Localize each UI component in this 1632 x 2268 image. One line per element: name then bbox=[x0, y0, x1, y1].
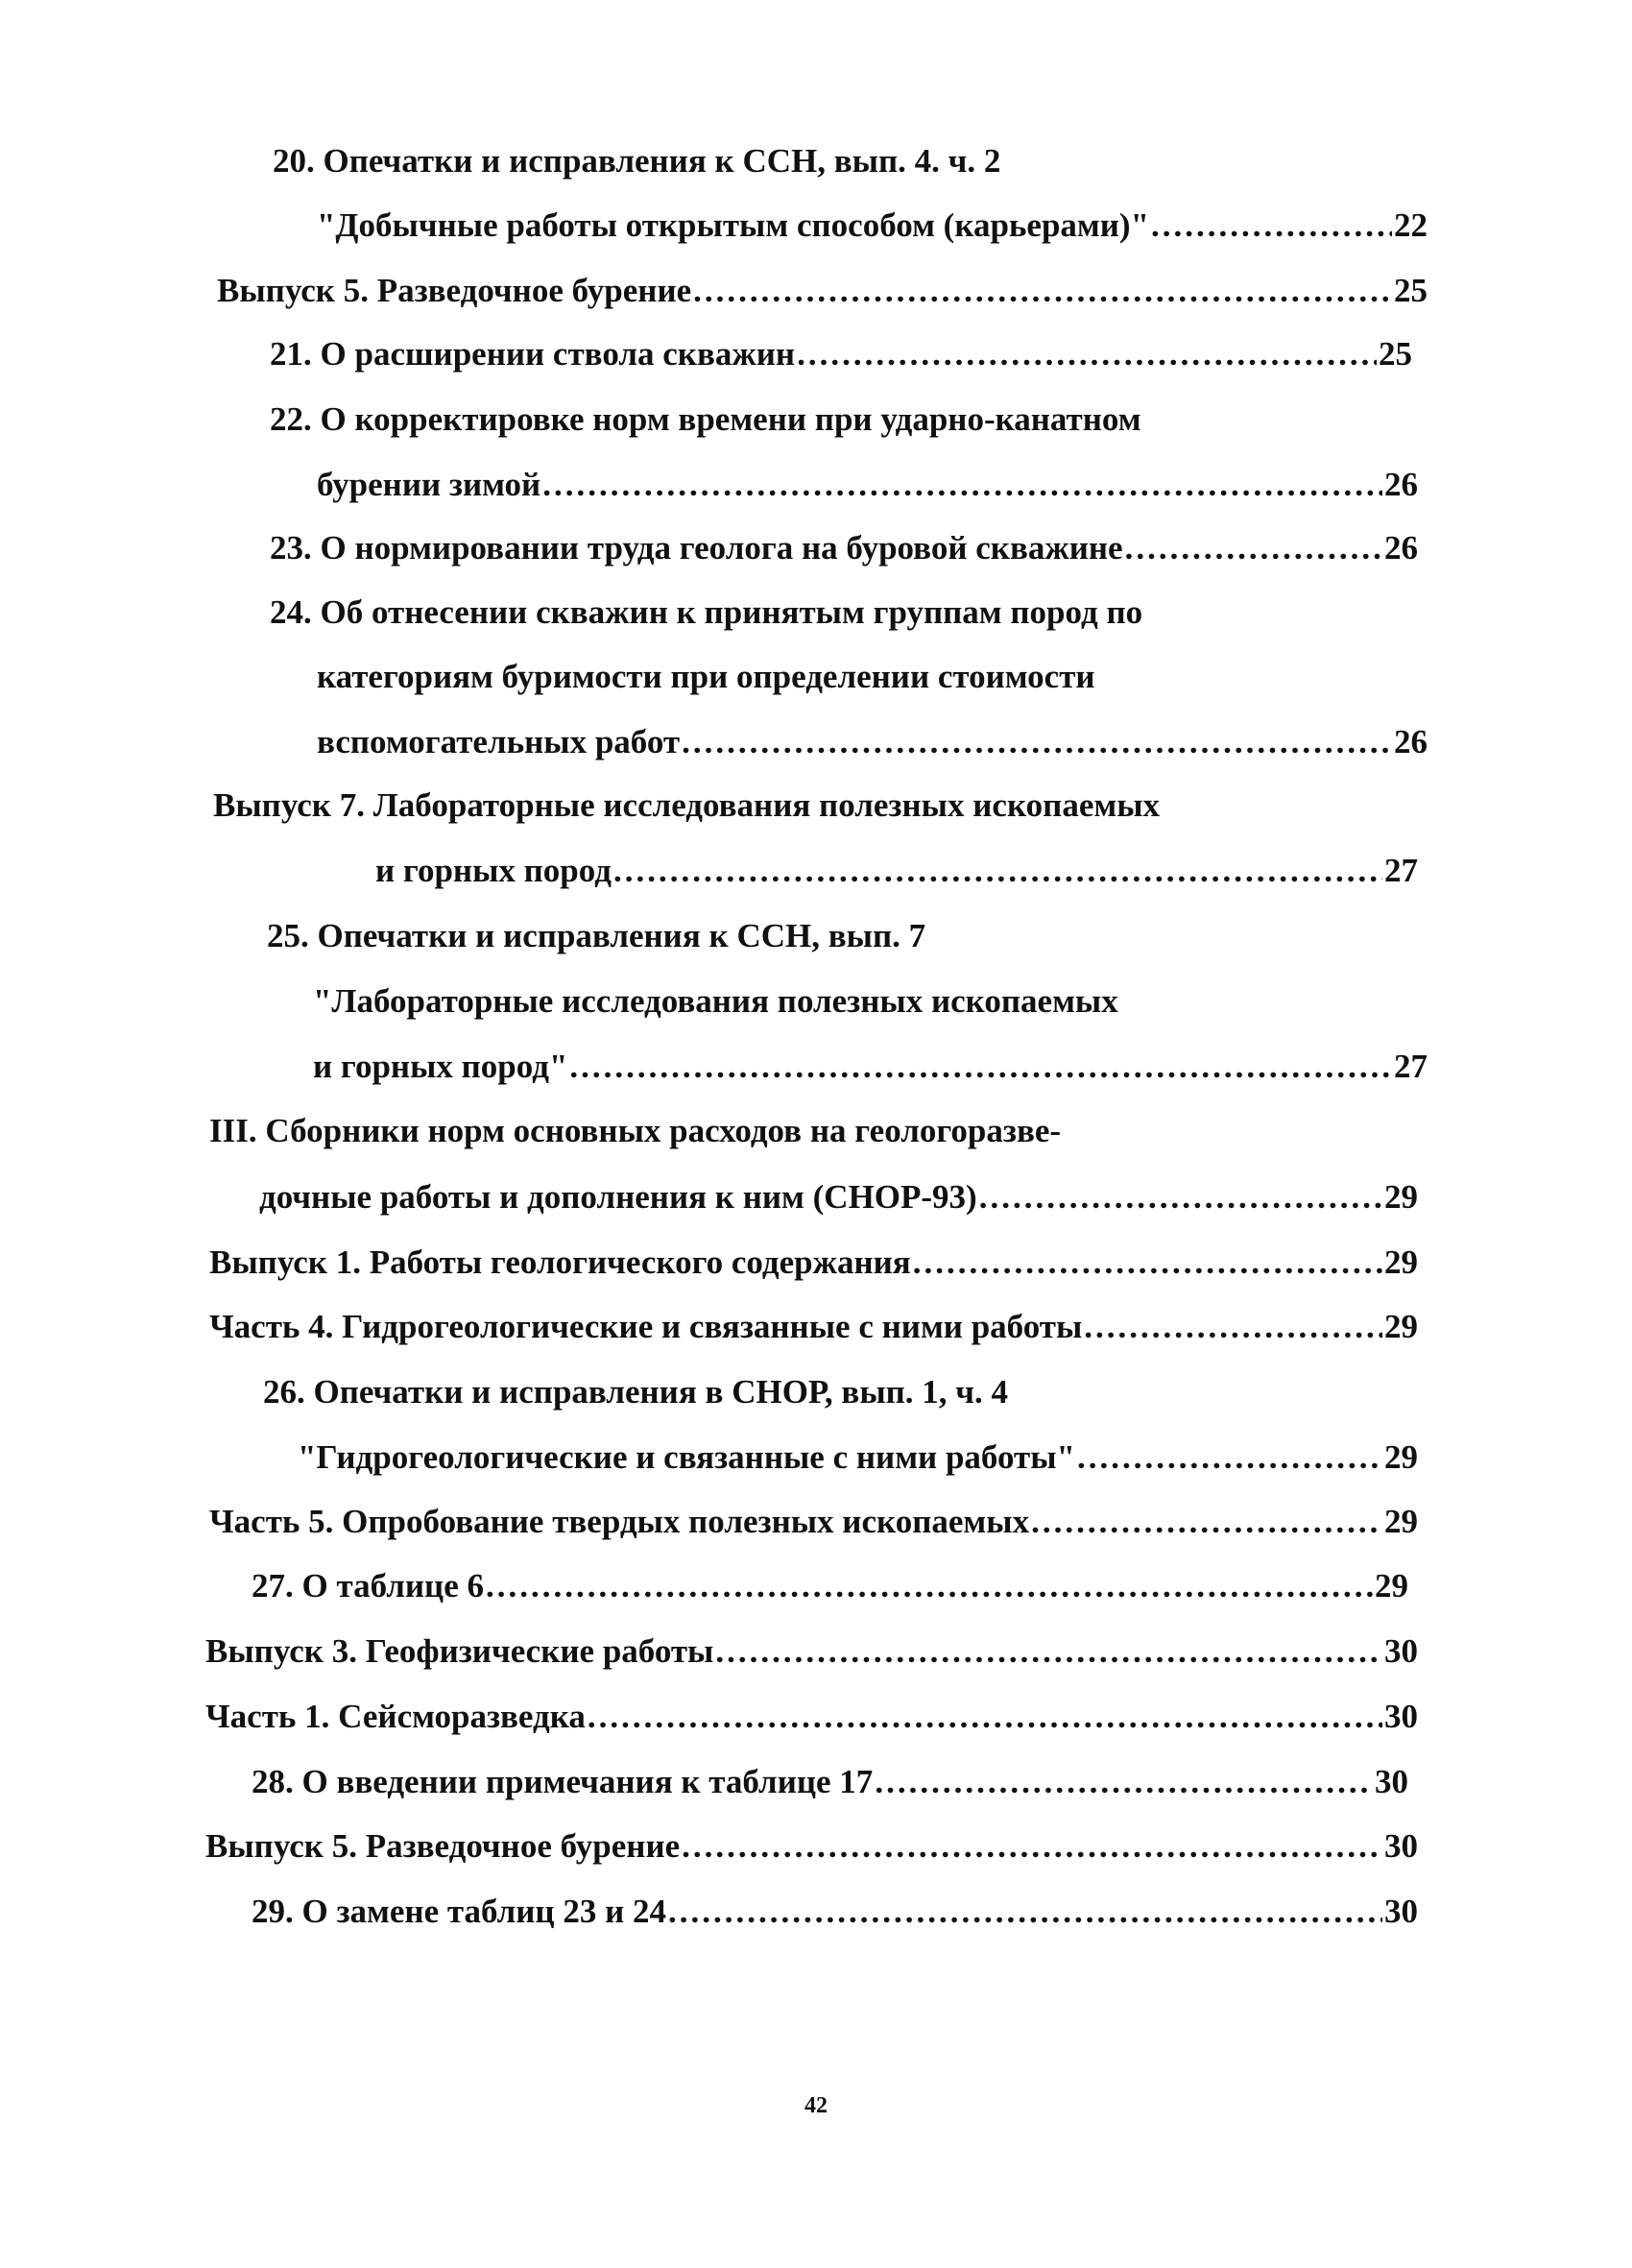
toc-entry bbox=[270, 337, 1412, 371]
toc-entry-page: 30 bbox=[1384, 1632, 1418, 1670]
toc-entry bbox=[205, 1829, 1418, 1863]
toc-entry-text: 22. О корректировке норм времени при ударно-канатном bbox=[270, 400, 1141, 438]
toc-entry-page: 26 bbox=[1384, 466, 1418, 503]
toc-entry-page: 30 bbox=[1384, 1698, 1418, 1735]
toc-entry bbox=[313, 1050, 1428, 1083]
toc-entry-text: категориям буримости при определении стоимости bbox=[317, 658, 1095, 695]
toc-entry-page: 22 bbox=[1394, 206, 1428, 244]
toc-entry-text: Выпуск 7. Лабораторные исследования полезных ископаемых bbox=[213, 786, 1161, 824]
toc-entry-text: 26. Опечатки и исправления в СНОР, вып. 1, ч. 4 bbox=[263, 1373, 1009, 1411]
dot-leader bbox=[1151, 208, 1392, 242]
toc-entry-text: 20. Опечатки и исправления к ССН, вып. 4. ч. 2 bbox=[273, 142, 1001, 180]
toc-entry bbox=[313, 984, 1118, 1018]
toc-entry-page: 29 bbox=[1384, 1503, 1418, 1540]
toc-entry-text: 29. О замене таблиц 23 и 24 bbox=[252, 1893, 666, 1930]
dot-leader bbox=[913, 1245, 1382, 1279]
toc-entry-page: 25 bbox=[1394, 272, 1428, 309]
toc-entry-page: 29 bbox=[1384, 1308, 1418, 1345]
toc-entry bbox=[317, 208, 1428, 242]
toc-entry-text: 24. Об отнесении скважин к принятым группам пород по bbox=[270, 593, 1143, 631]
toc-entry-text: 25. Опечатки и исправления к ССН, вып. 7 bbox=[267, 917, 926, 954]
toc-entry bbox=[270, 595, 1142, 629]
toc-entry bbox=[298, 1440, 1418, 1474]
toc-entry bbox=[273, 144, 1000, 178]
toc-entry-text: "Гидрогеологические и связанные с ними работы" bbox=[298, 1438, 1075, 1476]
toc-entry bbox=[205, 1634, 1418, 1668]
dot-leader bbox=[668, 1894, 1382, 1928]
toc-entry-page: 29 bbox=[1375, 1567, 1408, 1604]
toc-entry-text: 21. О расширении ствола скважин bbox=[270, 335, 796, 373]
toc-entry bbox=[252, 1569, 1408, 1603]
toc-entry bbox=[317, 725, 1428, 759]
toc-entry-page: 29 bbox=[1384, 1438, 1418, 1476]
toc-entry bbox=[252, 1894, 1418, 1928]
toc-entry bbox=[375, 854, 1418, 887]
dot-leader bbox=[715, 1634, 1382, 1668]
toc-entry-page: 27 bbox=[1394, 1048, 1428, 1085]
dot-leader bbox=[693, 274, 1392, 307]
dot-leader bbox=[682, 725, 1392, 759]
toc-entry-page: 26 bbox=[1384, 529, 1418, 567]
toc-entry-text: Выпуск 5. Разведочное бурение bbox=[217, 272, 692, 309]
dot-leader bbox=[486, 1569, 1373, 1603]
toc-entry-page: 30 bbox=[1375, 1763, 1408, 1800]
toc-entry-page: 26 bbox=[1394, 723, 1428, 760]
toc-entry-text: Часть 4. Гидрогеологические и связанные с ними работы bbox=[209, 1308, 1083, 1345]
toc-entry bbox=[205, 1700, 1418, 1733]
toc-entry-text: и горных пород" bbox=[313, 1048, 568, 1085]
toc-entry-page: 29 bbox=[1384, 1178, 1418, 1216]
toc-entry bbox=[209, 1310, 1418, 1343]
dot-leader bbox=[569, 1050, 1392, 1083]
toc-entry-page: 27 bbox=[1384, 852, 1418, 889]
toc-entry-text: Выпуск 5. Разведочное бурение bbox=[205, 1827, 681, 1865]
toc-entry-text: 28. О введении примечания к таблице 17 bbox=[252, 1763, 874, 1800]
toc-entry bbox=[209, 1505, 1418, 1538]
toc-entry-text: Выпуск 3. Геофизические работы bbox=[205, 1632, 714, 1670]
dot-leader bbox=[1125, 531, 1382, 565]
toc-entry-text: 23. О нормировании труда геолога на буровой скважине bbox=[270, 529, 1123, 567]
toc-entry bbox=[217, 274, 1428, 307]
dot-leader bbox=[979, 1180, 1382, 1214]
toc-entry bbox=[317, 468, 1418, 501]
toc-entry bbox=[270, 531, 1418, 565]
dot-leader bbox=[682, 1829, 1382, 1863]
toc-entry bbox=[267, 919, 925, 953]
toc-entry bbox=[209, 1245, 1418, 1279]
dot-leader bbox=[797, 337, 1377, 371]
dot-leader bbox=[1077, 1440, 1382, 1474]
toc-entry-text: бурении зимой bbox=[317, 466, 541, 503]
toc-entry-text: "Лабораторные исследования полезных ископаемых bbox=[313, 982, 1118, 1020]
toc-entry bbox=[213, 788, 1160, 822]
toc-entry bbox=[270, 402, 1141, 436]
dot-leader bbox=[875, 1765, 1373, 1798]
toc-entry-text: III. Сборники норм основных расходов на геологоразве- bbox=[209, 1112, 1062, 1149]
toc-entry bbox=[317, 660, 1095, 693]
page-number: 42 bbox=[804, 2093, 828, 2118]
toc-entry-text: "Добычные работы открытым способом (карьерами)" bbox=[317, 206, 1150, 244]
dot-leader bbox=[1031, 1505, 1382, 1538]
toc-entry bbox=[252, 1765, 1408, 1798]
dot-leader bbox=[588, 1700, 1382, 1733]
toc-entry-text: 27. О таблице 6 bbox=[252, 1567, 484, 1604]
toc-entry-text: вспомогательных работ bbox=[317, 723, 681, 760]
toc-entry bbox=[263, 1375, 1008, 1409]
toc-entry-page: 25 bbox=[1379, 335, 1412, 373]
dot-leader bbox=[1084, 1310, 1382, 1343]
toc-entry bbox=[209, 1114, 1061, 1147]
toc-entry-text: Часть 5. Опробование твердых полезных ископаемых bbox=[209, 1503, 1030, 1540]
toc-entry-text: дочные работы и дополнения к ним (СНОР-93) bbox=[259, 1178, 977, 1216]
toc-entry bbox=[259, 1180, 1418, 1214]
toc-entry-page: 30 bbox=[1384, 1827, 1418, 1865]
toc-entry-page: 30 bbox=[1384, 1893, 1418, 1930]
dot-leader bbox=[613, 854, 1382, 887]
dot-leader bbox=[542, 468, 1382, 501]
toc-entry-text: и горных пород bbox=[375, 852, 612, 889]
toc-entry-page: 29 bbox=[1384, 1243, 1418, 1281]
toc-entry-text: Выпуск 1. Работы геологического содержания bbox=[209, 1243, 911, 1281]
toc-entry-text: Часть 1. Сейсморазведка bbox=[205, 1698, 586, 1735]
